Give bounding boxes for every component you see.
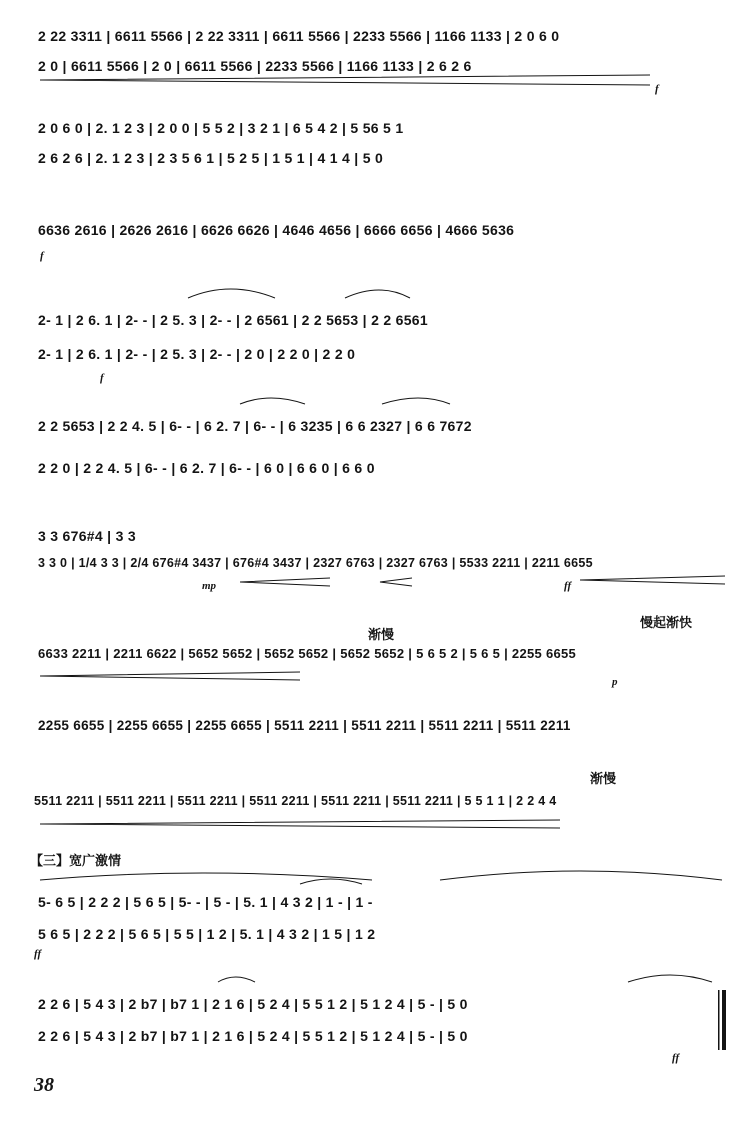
tempo-marking: 慢起渐快 bbox=[640, 616, 693, 631]
staff-lower-line: 2 2 6 | 5 4 3 | 2 b7 | b7 1 | 2 1 6 | 5 2 4 | 5 5 1 2 | 5 1 2 4 | 5 - | 5 0 bbox=[38, 1028, 468, 1044]
slur-mark bbox=[240, 398, 305, 404]
staff-lower-line: 3 3 0 | 1/4 3 3 | 2/4 676#4 3437 | 676#4 3437 | 2327 6763 | 2327 6763 | 5533 2211 | 2211 6655 bbox=[38, 556, 593, 570]
section-heading: 【三】宽广激情 bbox=[30, 854, 122, 869]
hairpin-mark bbox=[40, 672, 300, 680]
slur-mark bbox=[628, 975, 712, 982]
staff-upper-line: 2 0 6 0 | 2. 1 2 3 | 2 0 0 | 5 5 2 | 3 2 1 | 6 5 4 2 | 5 56 5 1 bbox=[38, 120, 404, 136]
final-barline bbox=[718, 990, 726, 1050]
dynamic-mark: ff bbox=[672, 1052, 680, 1064]
staff-lower-line: 2 2 0 | 2 2 4. 5 | 6- - | 6 2. 7 | 6- - | 6 0 | 6 6 0 | 6 6 0 bbox=[38, 460, 375, 476]
staff-upper-line: 2255 6655 | 2255 6655 | 2255 6655 | 5511 2211 | 5511 2211 | 5511 2211 | 5511 2211 bbox=[38, 718, 571, 733]
hairpin-mark bbox=[240, 578, 330, 586]
dynamic-mark: f bbox=[100, 372, 104, 384]
hairpin-mark bbox=[380, 578, 412, 586]
slur-mark bbox=[300, 879, 362, 884]
staff-upper-line: 2 2 6 | 5 4 3 | 2 b7 | b7 1 | 2 1 6 | 5 2 4 | 5 5 1 2 | 5 1 2 4 | 5 - | 5 0 bbox=[38, 996, 468, 1012]
dynamic-mark: mp bbox=[202, 580, 217, 592]
staff-upper-line: 2- 1 | 2 6. 1 | 2- - | 2 5. 3 | 2- - | 2 6561 | 2 2 5653 | 2 2 6561 bbox=[38, 312, 428, 328]
slur-mark bbox=[382, 398, 450, 404]
dynamic-mark: f bbox=[655, 83, 659, 95]
slur-mark bbox=[40, 873, 372, 880]
staff-lower-line: 2- 1 | 2 6. 1 | 2- - | 2 5. 3 | 2- - | 2 0 | 2 2 0 | 2 2 0 bbox=[38, 346, 356, 362]
staff-upper-line: 5511 2211 | 5511 2211 | 5511 2211 | 5511 2211 | 5511 2211 | 5511 2211 | 5 5 1 1 | 2 2 4 4 bbox=[34, 794, 557, 808]
hairpin-mark bbox=[580, 576, 725, 584]
staff-upper-line: 5- 6 5 | 2 2 2 | 5 6 5 | 5- - | 5 - | 5. 1 | 4 3 2 | 1 - | 1 - bbox=[38, 894, 373, 910]
slur-mark bbox=[218, 977, 255, 982]
dynamic-mark: f bbox=[40, 250, 44, 262]
staff-lower-line: 5 6 5 | 2 2 2 | 5 6 5 | 5 5 | 1 2 | 5. 1 | 4 3 2 | 1 5 | 1 2 bbox=[38, 926, 376, 942]
hairpin-mark bbox=[40, 75, 650, 85]
hairpin-mark bbox=[40, 820, 560, 828]
dynamic-mark: ff bbox=[564, 580, 572, 592]
staff-upper-line: 2 22 3311 | 6611 5566 | 2 22 3311 | 6611 5566 | 2233 5566 | 1166 1133 | 2 0 6 0 bbox=[38, 28, 560, 44]
staff-upper-line: 6633 2211 | 2211 6622 | 5652 5652 | 5652 5652 | 5652 5652 | 5 6 5 2 | 5 6 5 | 2255 6655 bbox=[38, 646, 577, 661]
staff-lower-line: 2 6 2 6 | 2. 1 2 3 | 2 3 5 6 1 | 5 2 5 | 1 5 1 | 4 1 4 | 5 0 bbox=[38, 150, 384, 166]
tempo-marking: 渐慢 bbox=[368, 628, 395, 643]
staff-lower-line: 2 0 | 6611 5566 | 2 0 | 6611 5566 | 2233 5566 | 1166 1133 | 2 6 2 6 bbox=[38, 58, 472, 74]
slur-mark bbox=[345, 290, 410, 298]
dynamic-mark: p bbox=[612, 676, 618, 688]
staff-upper-line: 6636 2616 | 2626 2616 | 6626 6626 | 4646 4656 | 6666 6656 | 4666 5636 bbox=[38, 222, 515, 238]
staff-upper-line: 2 2 5653 | 2 2 4. 5 | 6- - | 6 2. 7 | 6- - | 6 3235 | 6 6 2327 | 6 6 7672 bbox=[38, 418, 472, 434]
slur-mark bbox=[440, 871, 722, 880]
slur-mark bbox=[188, 289, 275, 298]
staff-upper-line: 3 3 676#4 | 3 3 bbox=[38, 528, 136, 544]
page-number: 38 bbox=[34, 1074, 54, 1096]
tempo-marking: 渐慢 bbox=[590, 772, 617, 787]
dynamic-mark: ff bbox=[34, 948, 42, 960]
